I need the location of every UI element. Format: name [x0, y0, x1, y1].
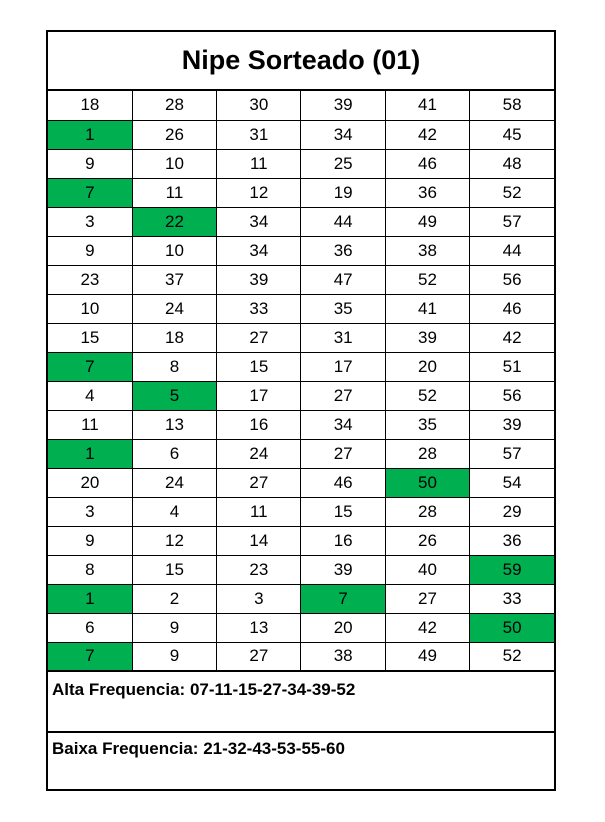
number-cell: 24	[132, 294, 216, 323]
grid-row	[48, 381, 554, 410]
number-cell: 26	[132, 120, 216, 149]
number-cell: 9	[132, 642, 216, 671]
number-cell: 39	[301, 91, 385, 120]
number-cell: 35	[301, 294, 385, 323]
number-cell: 15	[217, 352, 301, 381]
number-cell: 42	[385, 613, 469, 642]
number-cell: 20	[48, 468, 132, 497]
number-cell: 52	[470, 178, 554, 207]
number-cell: 44	[470, 236, 554, 265]
grid-row	[48, 352, 554, 381]
number-cell: 4	[48, 381, 132, 410]
number-cell: 39	[385, 323, 469, 352]
number-cell: 9	[48, 149, 132, 178]
number-cell: 23	[217, 555, 301, 584]
number-cell: 11	[217, 149, 301, 178]
number-cell: 11	[132, 178, 216, 207]
number-cell: 57	[470, 439, 554, 468]
sheet-title: Nipe Sorteado (01)	[48, 32, 554, 91]
grid-row	[48, 294, 554, 323]
number-cell: 33	[470, 584, 554, 613]
number-cell: 34	[217, 236, 301, 265]
number-cell: 45	[470, 120, 554, 149]
number-cell: 13	[217, 613, 301, 642]
high-frequency-row	[48, 672, 554, 733]
number-cell: 34	[301, 120, 385, 149]
number-cell: 31	[217, 120, 301, 149]
number-cell: 11	[217, 497, 301, 526]
number-cell: 3	[48, 207, 132, 236]
grid-row	[48, 207, 554, 236]
grid-row	[48, 642, 554, 671]
number-cell: 26	[385, 526, 469, 555]
number-cell: 11	[48, 410, 132, 439]
number-cell: 39	[470, 410, 554, 439]
grid-row	[48, 468, 554, 497]
high-frequency-value: 07-11-15-27-34-39-52	[189, 680, 356, 699]
number-cell: 27	[301, 439, 385, 468]
number-cell: 4	[132, 497, 216, 526]
grid-row	[48, 497, 554, 526]
number-cell: 27	[217, 468, 301, 497]
number-cell: 3	[48, 497, 132, 526]
number-cell: 58	[470, 91, 554, 120]
number-cell: 49	[385, 642, 469, 671]
low-frequency-row	[48, 733, 554, 789]
number-cell: 6	[48, 613, 132, 642]
number-cell: 19	[301, 178, 385, 207]
number-cell: 18	[48, 91, 132, 120]
number-cell: 57	[470, 207, 554, 236]
number-cell: 48	[470, 149, 554, 178]
grid-row	[48, 149, 554, 178]
number-cell: 52	[385, 381, 469, 410]
number-cell: 16	[217, 410, 301, 439]
number-cell: 36	[385, 178, 469, 207]
number-cell: 16	[301, 526, 385, 555]
number-cell: 25	[301, 149, 385, 178]
number-cell: 17	[217, 381, 301, 410]
number-cell: 34	[301, 410, 385, 439]
number-cell: 39	[301, 555, 385, 584]
low-frequency-label: Baixa Frequencia:	[52, 739, 199, 758]
number-cell: 52	[470, 642, 554, 671]
grid-row	[48, 178, 554, 207]
grid-row	[48, 555, 554, 584]
number-cell: 12	[217, 178, 301, 207]
number-cell: 6	[132, 439, 216, 468]
number-cell: 49	[385, 207, 469, 236]
number-cell: 54	[470, 468, 554, 497]
number-cell: 34	[217, 207, 301, 236]
number-cell: 31	[301, 323, 385, 352]
number-cell: 33	[217, 294, 301, 323]
grid-row	[48, 91, 554, 120]
number-cell: 40	[385, 555, 469, 584]
highlighted-number-cell: 7	[48, 642, 132, 671]
highlighted-number-cell: 7	[48, 352, 132, 381]
numbers-grid	[48, 91, 554, 672]
number-cell: 42	[385, 120, 469, 149]
number-cell: 47	[301, 265, 385, 294]
number-cell: 15	[132, 555, 216, 584]
number-cell: 51	[470, 352, 554, 381]
highlighted-number-cell: 1	[48, 120, 132, 149]
number-cell: 52	[385, 265, 469, 294]
number-cell: 10	[132, 149, 216, 178]
number-cell: 28	[385, 497, 469, 526]
number-cell: 27	[217, 642, 301, 671]
number-cell: 12	[132, 526, 216, 555]
number-cell: 9	[48, 236, 132, 265]
number-cell: 44	[301, 207, 385, 236]
grid-row	[48, 120, 554, 149]
number-cell: 3	[217, 584, 301, 613]
highlighted-number-cell: 50	[470, 613, 554, 642]
number-cell: 35	[385, 410, 469, 439]
number-cell: 10	[132, 236, 216, 265]
number-cell: 56	[470, 265, 554, 294]
number-cell: 20	[385, 352, 469, 381]
number-cell: 42	[470, 323, 554, 352]
highlighted-number-cell: 59	[470, 555, 554, 584]
grid-row	[48, 526, 554, 555]
highlighted-number-cell: 22	[132, 207, 216, 236]
low-frequency-value: 21-32-43-53-55-60	[203, 739, 345, 758]
grid-row	[48, 323, 554, 352]
number-cell: 20	[301, 613, 385, 642]
high-frequency-label: Alta Frequencia:	[52, 680, 186, 699]
number-cell: 13	[132, 410, 216, 439]
numbers-grid-body	[48, 91, 554, 671]
number-cell: 56	[470, 381, 554, 410]
number-cell: 15	[48, 323, 132, 352]
grid-row	[48, 439, 554, 468]
number-cell: 27	[217, 323, 301, 352]
highlighted-number-cell: 7	[301, 584, 385, 613]
number-cell: 46	[385, 149, 469, 178]
grid-row	[48, 236, 554, 265]
highlighted-number-cell: 1	[48, 584, 132, 613]
number-cell: 24	[132, 468, 216, 497]
number-cell: 30	[217, 91, 301, 120]
number-cell: 38	[301, 642, 385, 671]
number-cell: 36	[470, 526, 554, 555]
number-cell: 28	[385, 439, 469, 468]
number-cell: 14	[217, 526, 301, 555]
number-cell: 17	[301, 352, 385, 381]
grid-row	[48, 613, 554, 642]
number-cell: 15	[301, 497, 385, 526]
number-cell: 27	[385, 584, 469, 613]
number-cell: 37	[132, 265, 216, 294]
number-cell: 46	[470, 294, 554, 323]
number-cell: 8	[132, 352, 216, 381]
highlighted-number-cell: 50	[385, 468, 469, 497]
number-cell: 46	[301, 468, 385, 497]
number-cell: 38	[385, 236, 469, 265]
grid-row	[48, 584, 554, 613]
number-cell: 27	[301, 381, 385, 410]
number-cell: 2	[132, 584, 216, 613]
number-cell: 9	[132, 613, 216, 642]
number-cell: 36	[301, 236, 385, 265]
highlighted-number-cell: 7	[48, 178, 132, 207]
number-cell: 39	[217, 265, 301, 294]
number-cell: 23	[48, 265, 132, 294]
number-cell: 24	[217, 439, 301, 468]
number-cell: 9	[48, 526, 132, 555]
number-cell: 8	[48, 555, 132, 584]
highlighted-number-cell: 5	[132, 381, 216, 410]
number-cell: 41	[385, 91, 469, 120]
grid-row	[48, 410, 554, 439]
number-cell: 10	[48, 294, 132, 323]
number-cell: 29	[470, 497, 554, 526]
number-cell: 18	[132, 323, 216, 352]
grid-row	[48, 265, 554, 294]
lottery-sheet	[46, 30, 556, 791]
number-cell: 41	[385, 294, 469, 323]
number-cell: 28	[132, 91, 216, 120]
highlighted-number-cell: 1	[48, 439, 132, 468]
